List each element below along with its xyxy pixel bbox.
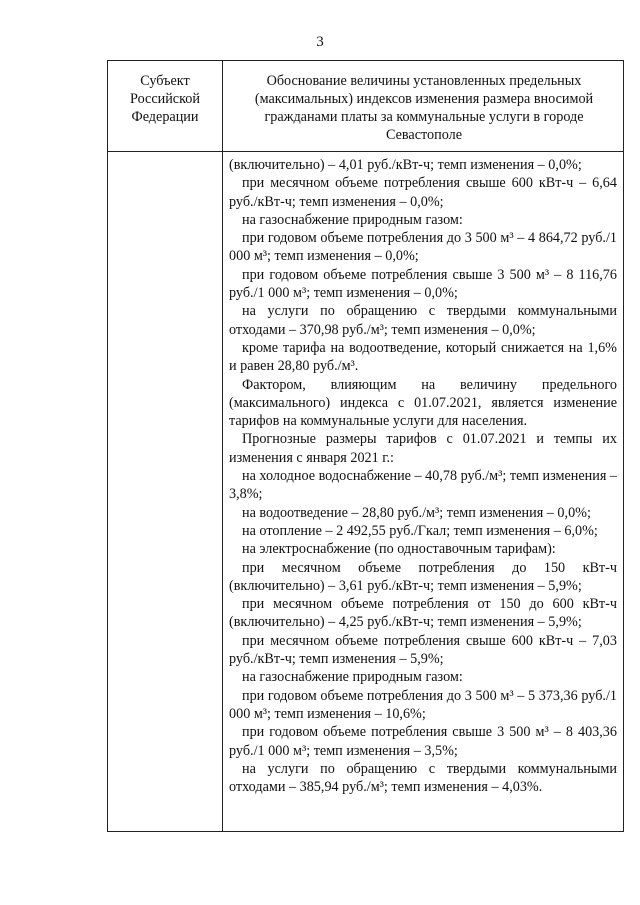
column-divider	[222, 61, 223, 831]
header-rationale-line: Севастополе	[385, 127, 463, 143]
header-subject-line: Российской	[130, 91, 200, 107]
rationale-paragraph: на газоснабжение природным газом:	[242, 669, 463, 686]
rationale-paragraph: на услуги по обращению с твердыми коммунальными отходами – 385,94 руб./м³; темп изменения – 4,03%.	[229, 760, 617, 796]
rationale-paragraph: на холодное водоснабжение – 40,78 руб./м³; темп изменения – 3,8%;	[229, 468, 618, 503]
header-rationale	[229, 72, 619, 144]
page-number: 3	[316, 34, 324, 50]
rationale-paragraph: при месячном объеме потребления от 150 до 600 кВт-ч (включительно) – 4,25 руб./кВт-ч; темп изменения – 5,9%;	[229, 596, 617, 631]
document-table	[107, 60, 624, 832]
rationale-paragraph: при годовом объеме потребления свыше 3 500 м³ – 8 116,76 руб./1 000 м³; темп изменения – 0,0%;	[229, 266, 617, 302]
rationale-paragraph: на услуги по обращению с твердыми коммунальными отходами – 370,98 руб./м³; темп изменения – 0,0%;	[229, 303, 617, 338]
header-rationale-line: гражданами платы за коммунальные услуги в городе	[264, 109, 584, 125]
header-subject-line: Субъект	[140, 73, 190, 89]
rationale-paragraph: при годовом объеме потребления свыше 3 500 м³ – 8 403,36 руб./1 000 м³; темп изменения – 3,5%;	[229, 724, 617, 759]
rationale-paragraph: при месячном объеме потребления свыше 600 кВт-ч – 6,64 руб./кВт-ч; темп изменения – 0,0%;	[229, 175, 617, 210]
rationale-paragraph: на водоотведение – 28,80 руб./м³; темп изменения – 0,0%;	[242, 504, 591, 521]
rationale-paragraph: при годовом объеме потребления до 3 500 м³ – 5 373,36 руб./1 000 м³; темп изменения – 10,6%;	[229, 687, 617, 722]
rationale-paragraph: на отопление – 2 492,55 руб./Гкал; темп изменения – 6,0%;	[242, 522, 598, 539]
header-rationale-line: Обоснование величины установленных предельных	[266, 73, 582, 89]
header-rationale-line: (максимальных) индексов изменения размера вносимой	[254, 91, 594, 107]
rationale-paragraph: при месячном объеме потребления до 150 кВт-ч (включительно) – 3,61 руб./кВт-ч; темп изменения – 5,9%;	[229, 559, 617, 594]
rationale-paragraph: кроме тарифа на водоотведение, который снижается на 1,6% и равен 28,80 руб./м³.	[229, 339, 617, 375]
header-subject-line: Федерации	[131, 109, 199, 125]
rationale-paragraph: на электроснабжение (по одноставочным тарифам):	[242, 541, 556, 558]
rationale-paragraph: при месячном объеме потребления свыше 600 кВт-ч – 7,03 руб./кВт-ч; темп изменения – 5,9%;	[229, 632, 617, 668]
rationale-paragraph: (включительно) – 4,01 руб./кВт-ч; темп изменения – 0,0%;	[229, 157, 582, 173]
header-divider	[108, 151, 623, 152]
rationale-paragraph: при годовом объеме потребления до 3 500 м³ – 4 864,72 руб./1 000 м³; темп изменения – 0,0%;	[229, 230, 617, 265]
rationale-paragraph: Фактором, влияющим на величину предельного (максимального) индекса с 01.07.2021, является изменение тарифов на коммунальные услуги для населения.	[229, 376, 617, 430]
rationale-paragraph: Прогнозные размеры тарифов с 01.07.2021 и темпы их изменения с января 2021 г.:	[229, 431, 617, 466]
rationale-paragraph: на газоснабжение природным газом:	[242, 211, 463, 228]
rationale-body	[229, 156, 617, 796]
header-subject	[108, 72, 222, 126]
